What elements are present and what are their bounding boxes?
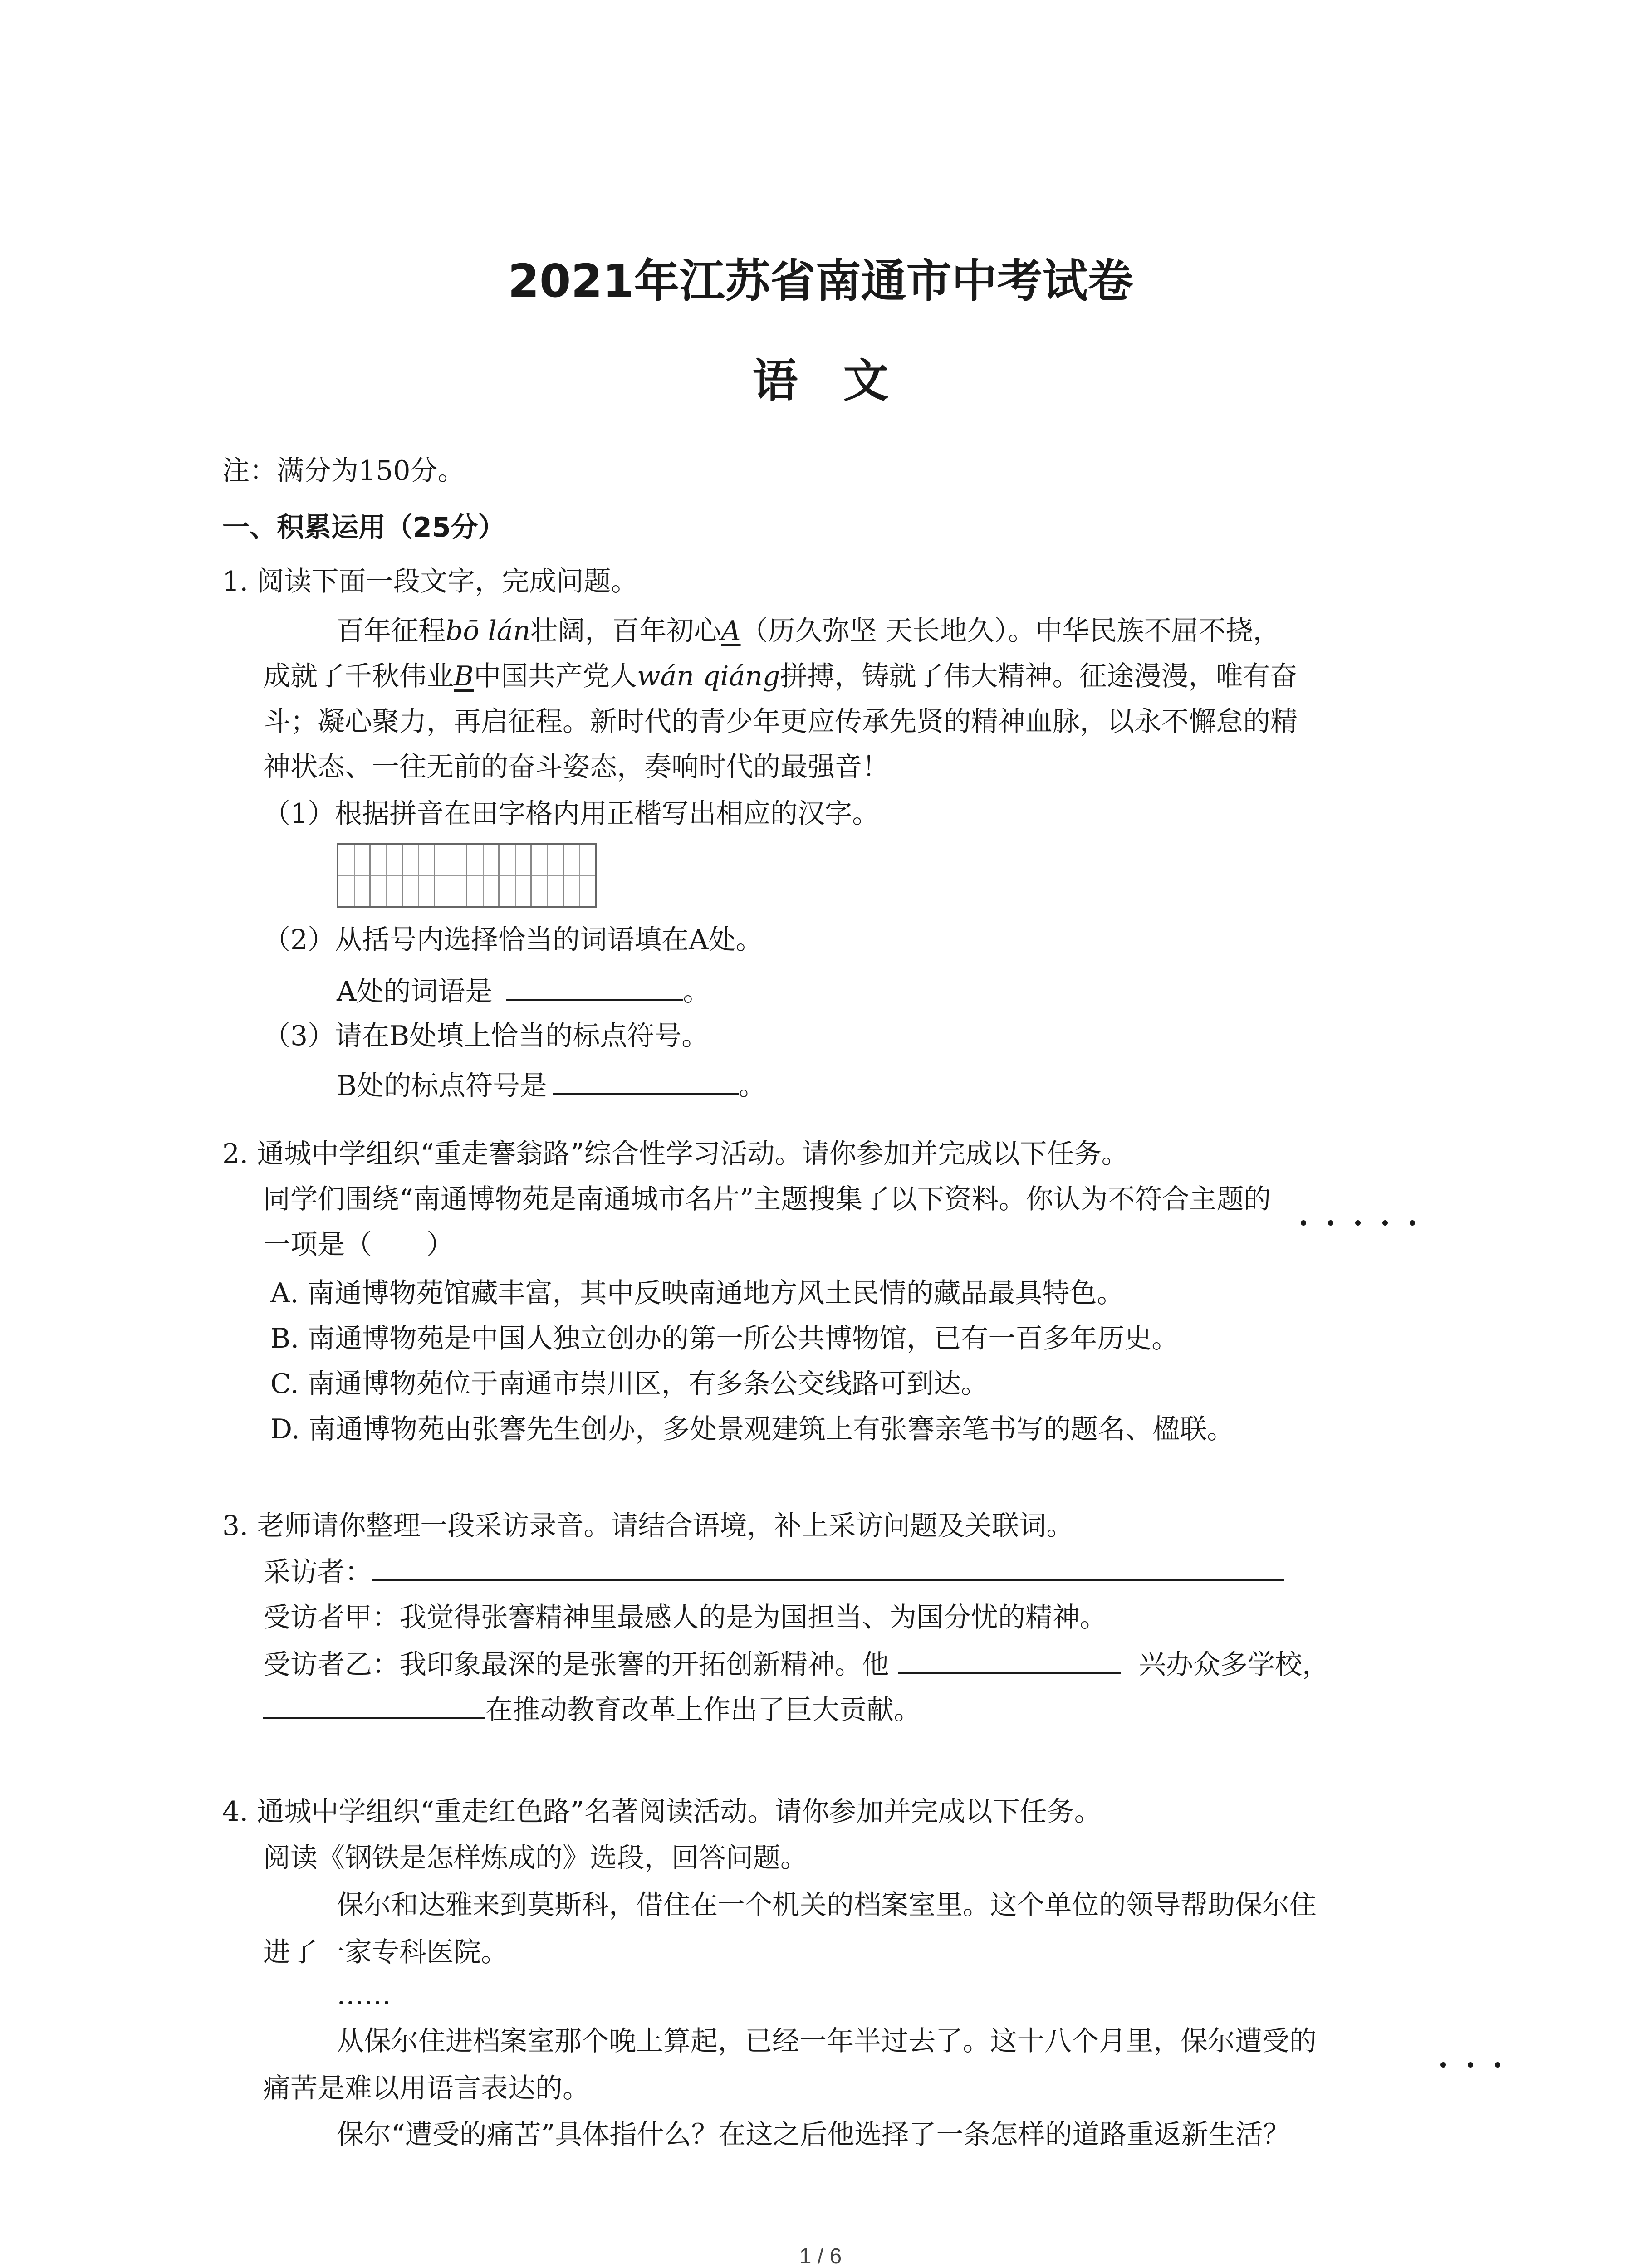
emphasis-dot xyxy=(1328,1220,1333,1226)
mark-a: A xyxy=(721,615,741,647)
emphasis-dot xyxy=(1382,1220,1388,1226)
q3-respondent-a: 受访者甲：我觉得张謇精神里最感人的是为国担当、为国分忧的精神。 xyxy=(263,1602,1107,1633)
q2-text: 的 xyxy=(1244,1183,1271,1215)
q1-text: 壮阔，百年初心 xyxy=(530,615,721,647)
q3-stem: 3. 老师请你整理一段采访录音。请结合语境，补上采访问题及关联词。 xyxy=(222,1510,1074,1542)
pinyin-wanqiang: wán qiáng xyxy=(637,660,780,692)
q1-sub2-answer-line xyxy=(337,974,710,1008)
q1-text: 拼搏，铸就了伟大精神。征途漫漫，唯有奋 xyxy=(780,660,1298,692)
q3-respondent-b xyxy=(263,1647,1329,1681)
grid-cell[interactable] xyxy=(500,845,532,906)
score-note: 注：满分为150分。 xyxy=(222,455,465,487)
emphasis-dot xyxy=(1468,2062,1473,2068)
pinyin-bolan: bō lán xyxy=(446,615,531,647)
grid-cell[interactable] xyxy=(435,845,467,906)
subject-title: 语 文 xyxy=(752,354,889,407)
q1-sub2: （2）从括号内选择恰当的词语填在A处。 xyxy=(263,924,763,956)
q1-sub3: （3）请在B处填上恰当的标点符号。 xyxy=(263,1020,709,1052)
q1-text: 百年征程 xyxy=(337,615,446,647)
q4-stem: 4. 通城中学组织“重走红色路”名著阅读活动。请你参加并完成以下任务。 xyxy=(222,1796,1102,1828)
answer-blank-a[interactable] xyxy=(506,974,683,1001)
q4-excerpt-line-1: 保尔和达雅来到莫斯科，借住在一个机关的档案室里。这个单位的领导帮助保尔住 xyxy=(337,1889,1317,1921)
q3-respondent-b-cont xyxy=(263,1693,921,1726)
q4-question: 保尔“遭受的痛苦”具体指什么？在这之后他选择了一条怎样的道路重返新生活？ xyxy=(337,2119,1290,2151)
section-heading: 一、积累运用（25分） xyxy=(222,512,505,543)
tianzige-writing-grid[interactable] xyxy=(337,843,597,908)
q4-ellipsis: …… xyxy=(337,1979,391,2011)
q2-emphasis: 不符合主题 xyxy=(1107,1183,1244,1215)
q1-paragraph-line-1 xyxy=(337,615,1280,647)
grid-cell[interactable] xyxy=(403,845,435,906)
answer-blank-b[interactable] xyxy=(553,1069,739,1095)
emphasis-dot xyxy=(1355,1220,1361,1226)
q1-text: 成就了千秋伟业 xyxy=(263,660,454,692)
interviewer-answer-blank[interactable] xyxy=(372,1555,1284,1581)
q1-text: （历久弥坚 天长地久）。中华民族不屈不挠， xyxy=(740,615,1280,647)
q2-line-2 xyxy=(263,1183,1271,1216)
emphasis-dot xyxy=(1301,1220,1306,1226)
interviewer-label: 采访者： xyxy=(263,1556,372,1588)
q1-stem: 1. 阅读下面一段文字，完成问题。 xyxy=(222,566,638,597)
q1-text: 中国共产党人 xyxy=(474,660,637,692)
q2-stem: 2. 通城中学组织“重走謇翁路”综合性学习活动。请你参加并完成以下任务。 xyxy=(222,1138,1129,1170)
grid-cell[interactable] xyxy=(467,845,500,906)
respondent-b-text: 在推动教育改革上作出了巨大贡献。 xyxy=(485,1694,921,1726)
answer-label: A处的词语是 xyxy=(337,976,493,1007)
emphasis-dot xyxy=(1495,2062,1500,2068)
mark-b: B xyxy=(454,660,474,692)
emphasis-dot xyxy=(1410,1220,1415,1226)
answer-period: 。 xyxy=(683,976,710,1007)
connective-blank-1[interactable] xyxy=(898,1647,1121,1674)
respondent-b-text: 受访者乙：我印象最深的是张謇的开拓创新精神。他 xyxy=(263,1649,889,1681)
q1-sub3-answer-line xyxy=(337,1069,766,1102)
connective-blank-2[interactable] xyxy=(263,1693,485,1719)
q1-paragraph-line-4: 神状态、一往无前的奋斗姿态，奏响时代的最强音！ xyxy=(263,751,889,783)
grid-cell[interactable] xyxy=(532,845,564,906)
q4-excerpt-line-3: 从保尔住进档案室那个晚上算起，已经一年半过去了。这十八个月里，保尔遭受的 xyxy=(337,2025,1317,2057)
q4-excerpt-line-2: 进了一家专科医院。 xyxy=(263,1936,508,1968)
q2-option-b[interactable]: B. 南通博物苑是中国人独立创办的第一所公共博物馆，已有一百多年历史。 xyxy=(270,1323,1179,1354)
q2-option-c[interactable]: C. 南通博物苑位于南通市崇川区，有多条公交线路可到达。 xyxy=(270,1368,988,1400)
q2-option-d[interactable]: D. 南通博物苑由张謇先生创办，多处景观建筑上有张謇亲笔书写的题名、楹联。 xyxy=(270,1413,1234,1445)
q1-paragraph-line-2 xyxy=(263,660,1297,693)
q2-option-a[interactable]: A. 南通博物苑馆藏丰富，其中反映南通地方风土民情的藏品最具特色。 xyxy=(270,1277,1124,1309)
q4-intro: 阅读《钢铁是怎样炼成的》选段，回答问题。 xyxy=(263,1842,808,1874)
q1-paragraph-line-3: 斗；凝心聚力，再启征程。新时代的青少年更应传承先贤的精神血脉，以永不懈怠的精 xyxy=(263,706,1298,738)
q1-sub1: （1）根据拼音在田字格内用正楷写出相应的汉字。 xyxy=(263,798,880,830)
exam-title: 2021年江苏省南通市中考试卷 xyxy=(508,254,1133,308)
grid-cell[interactable] xyxy=(371,845,403,906)
grid-cell[interactable] xyxy=(338,845,371,906)
q3-interviewer-line xyxy=(263,1555,1284,1589)
q2-text: 同学们围绕“南通博物苑是南通城市名片”主题搜集了以下资料。你认为 xyxy=(263,1183,1108,1215)
q4-excerpt-line-4: 痛苦是难以用语言表达的。 xyxy=(263,2072,590,2104)
answer-label: B处的标点符号是 xyxy=(337,1070,548,1102)
emphasis-dot xyxy=(1440,2062,1446,2068)
page-number: 1 / 6 xyxy=(799,2244,842,2268)
respondent-b-text: 兴办众多学校， xyxy=(1139,1649,1329,1681)
q2-line-3: 一项是（ ） xyxy=(263,1229,454,1261)
grid-cell[interactable] xyxy=(564,845,595,906)
answer-period: 。 xyxy=(739,1070,766,1102)
